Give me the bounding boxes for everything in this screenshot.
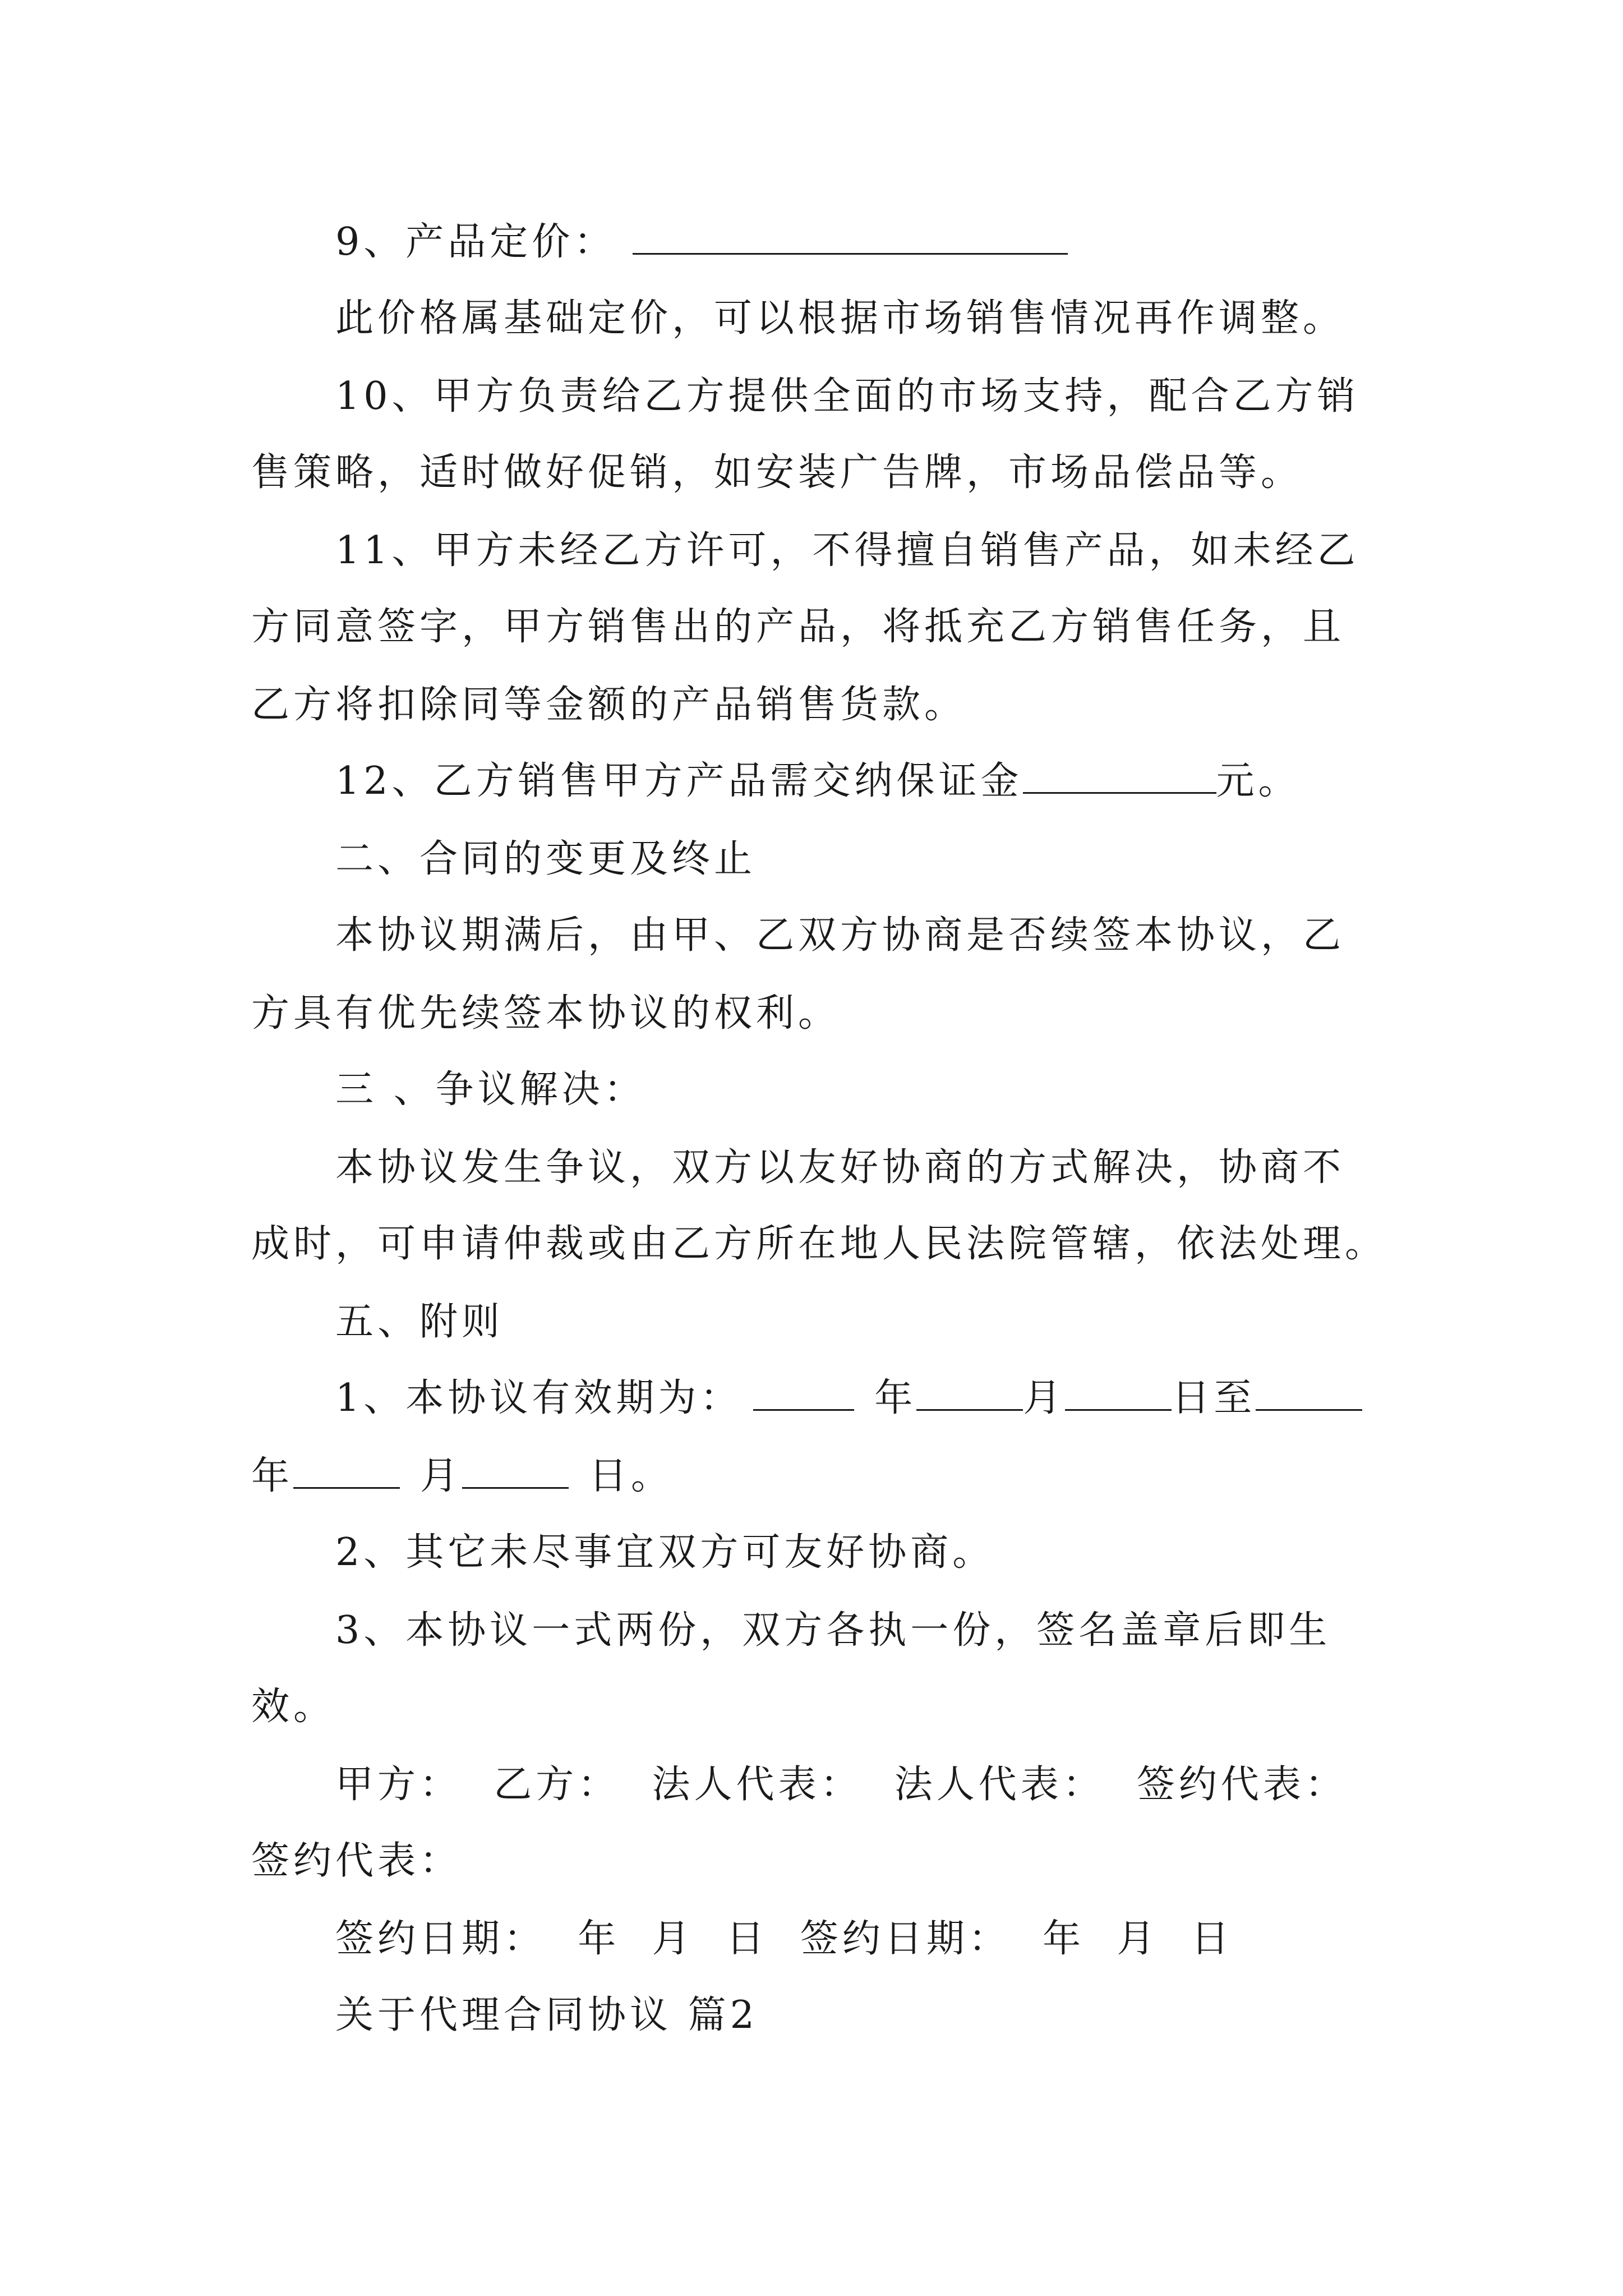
next-contract-title: 关于代理合同协议 篇2 [335,1993,758,2037]
section-2-text-line-2: 方具有优先续签本协议的权利。 [251,991,841,1036]
clause-11-line-1: 11、甲方未经乙方许可，不得擅自销售产品，如未经乙 [335,528,1359,573]
signing-date-line: 签约日期： 年 月 日 签约日期： 年 月 日 [335,1917,1233,1961]
clause-12-deposit [335,753,1301,809]
deposit-blank-line [1023,757,1216,794]
term-validity-line-2 [251,1448,673,1504]
section-3-heading: 三 、争议解决： [335,1068,646,1112]
section-3-text-line-2: 成时，可申请仲裁或由乙方所在地人民法院管辖，依法处理。 [251,1222,1387,1266]
end-month-blank [293,1452,400,1489]
term-validity-label: 1、本协议有效期为： [335,1376,743,1420]
annex-item-3-line-2: 效。 [251,1685,336,1729]
term-validity-line-1 [335,1370,1362,1427]
section-5-heading: 五、附则 [335,1300,504,1344]
price-blank-line [633,218,1068,255]
start-month-label: 月 [1023,1376,1066,1420]
clause-9-pricing [335,214,1068,270]
pricing-note: 此价格属基础定价，可以根据市场销售情况再作调整。 [335,296,1345,341]
end-day-blank [462,1452,569,1489]
start-month-blank [916,1374,1023,1411]
end-year-label: 年 [251,1454,294,1498]
clause-12-unit: 元。 [1216,759,1301,803]
end-month-label: 月 [420,1454,463,1498]
clause-12-label: 12、乙方销售甲方产品需交纳保证金 [335,759,1023,803]
section-2-heading: 二、合同的变更及终止 [335,837,757,881]
signature-parties-line: 甲方： 乙方： 法人代表： 法人代表： 签约代表： [335,1763,1347,1807]
clause-11-line-3: 乙方将扣除同等金额的产品销售货款。 [251,683,967,727]
signature-representative-line: 签约代表： [251,1839,462,1883]
end-day-label: 日。 [589,1454,674,1498]
end-year-blank [1256,1374,1362,1411]
start-day-blank [1065,1374,1172,1411]
start-year-blank [753,1374,854,1411]
clause-10-line-2: 售策略，适时做好促销，如安装广告牌，市场品偿品等。 [251,450,1303,495]
annex-item-2: 2、其它未尽事宜双方可友好协商。 [335,1530,995,1575]
section-2-text-line-1: 本协议期满后，由甲、乙双方协商是否续签本协议，乙 [335,913,1345,958]
section-3-text-line-1: 本协议发生争议，双方以友好协商的方式解决，协商不 [335,1145,1345,1190]
annex-item-3-line-1: 3、本协议一式两份，双方各执一份，签名盖章后即生 [335,1608,1331,1653]
start-year-label: 年 [874,1376,917,1420]
clause-11-line-2: 方同意签字，甲方销售出的产品，将抵充乙方销售任务，且 [251,605,1345,649]
clause-9-label: 9、产品定价： [335,220,616,264]
start-day-to-label: 日至 [1172,1376,1256,1420]
clause-10-line-1: 10、甲方负责给乙方提供全面的市场支持，配合乙方销 [335,374,1359,418]
